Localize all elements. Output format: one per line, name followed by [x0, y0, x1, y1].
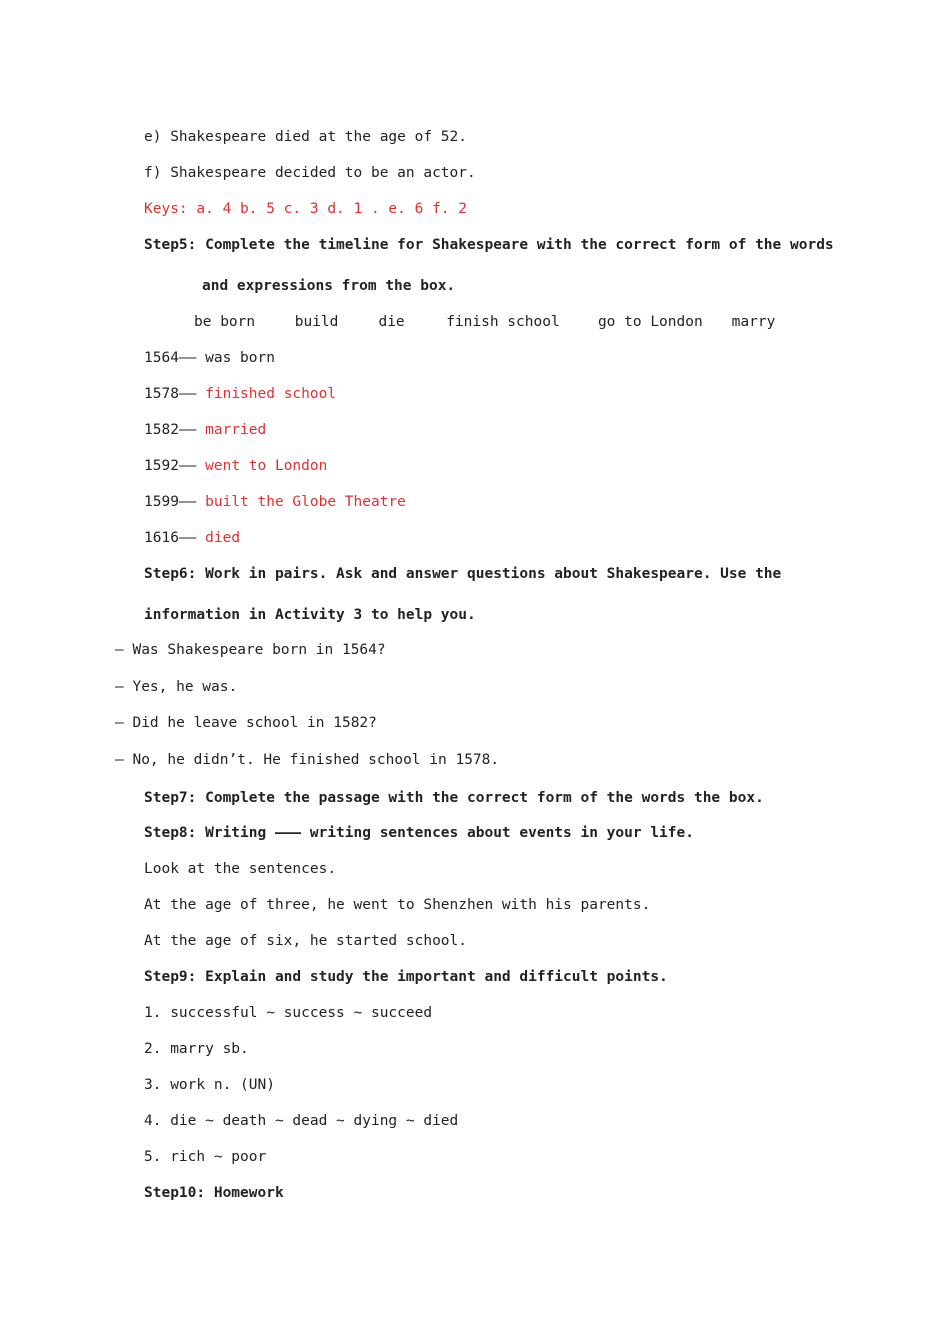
step6-instruction-cont: information in Activity 3 to help you.	[144, 607, 476, 623]
step5-instruction: Step5: Complete the timeline for Shakespeare with the correct form of the words	[144, 237, 834, 253]
step6-instruction: Step6: Work in pairs. Ask and answer questions about Shakespeare. Use the	[144, 566, 782, 582]
item-e: e) Shakespeare died at the age of 52.	[144, 129, 468, 145]
timeline-year: 1592	[144, 458, 179, 474]
timeline-row	[144, 528, 240, 548]
dialogue-line: — Was Shakespeare born in 1564?	[115, 642, 386, 658]
look-instruction: Look at the sentences.	[144, 861, 337, 877]
timeline-answer: married	[205, 422, 267, 438]
timeline-answer: built the Globe Theatre	[205, 494, 406, 510]
point-item: 5. rich ~ poor	[144, 1149, 267, 1165]
dialogue-line: — No, he didn’t. He finished school in 1578.	[115, 752, 500, 768]
timeline-separator: ——	[178, 422, 197, 438]
step5-instruction-cont: and expressions from the box.	[202, 278, 456, 294]
timeline-year: 1578	[144, 386, 179, 402]
timeline-separator: ——	[178, 458, 197, 474]
step8-instruction: Step8: Writing ——— writing sentences about events in your life.	[144, 825, 694, 841]
point-item: 1. successful ~ success ~ succeed	[144, 1005, 433, 1021]
timeline-answer: went to London	[205, 458, 328, 474]
word-box	[194, 312, 775, 332]
timeline-separator: ——	[178, 494, 197, 510]
timeline-separator: ——	[178, 530, 197, 546]
step9-instruction: Step9: Explain and study the important and difficult points.	[144, 969, 668, 985]
step10-instruction: Step10: Homework	[144, 1185, 284, 1201]
timeline-row	[144, 348, 275, 368]
word-box-item: build	[294, 314, 339, 330]
timeline-answer: was born	[205, 350, 275, 366]
word-box-item: die	[378, 314, 405, 330]
timeline-year: 1616	[144, 530, 179, 546]
dialogue-line: — Yes, he was.	[115, 679, 238, 695]
word-box-item: be born	[194, 314, 256, 330]
timeline-answer: died	[205, 530, 241, 546]
timeline-year: 1582	[144, 422, 179, 438]
timeline-answer: finished school	[205, 386, 337, 402]
example-sentence: At the age of six, he started school.	[144, 933, 468, 949]
example-sentence: At the age of three, he went to Shenzhen with his parents.	[144, 897, 651, 913]
item-f: f) Shakespeare decided to be an actor.	[144, 165, 476, 181]
word-box-item: finish school	[446, 314, 560, 330]
timeline-separator: ——	[178, 350, 197, 366]
step7-instruction: Step7: Complete the passage with the correct form of the words the box.	[144, 790, 764, 806]
answer-keys: Keys: a. 4 b. 5 c. 3 d. 1 . e. 6 f. 2	[144, 201, 468, 217]
timeline-row	[144, 492, 406, 512]
dialogue-line: — Did he leave school in 1582?	[115, 715, 377, 731]
timeline-row	[144, 456, 327, 476]
timeline-year: 1564	[144, 350, 179, 366]
timeline-row	[144, 420, 266, 440]
timeline-separator: ——	[178, 386, 197, 402]
word-box-item: go to London	[597, 314, 703, 330]
point-item: 4. die ~ death ~ dead ~ dying ~ died	[144, 1113, 459, 1129]
point-item: 2. marry sb.	[144, 1041, 249, 1057]
timeline-row	[144, 384, 336, 404]
timeline-year: 1599	[144, 494, 179, 510]
point-item: 3. work n. (UN)	[144, 1077, 275, 1093]
word-box-item: marry	[731, 314, 776, 330]
